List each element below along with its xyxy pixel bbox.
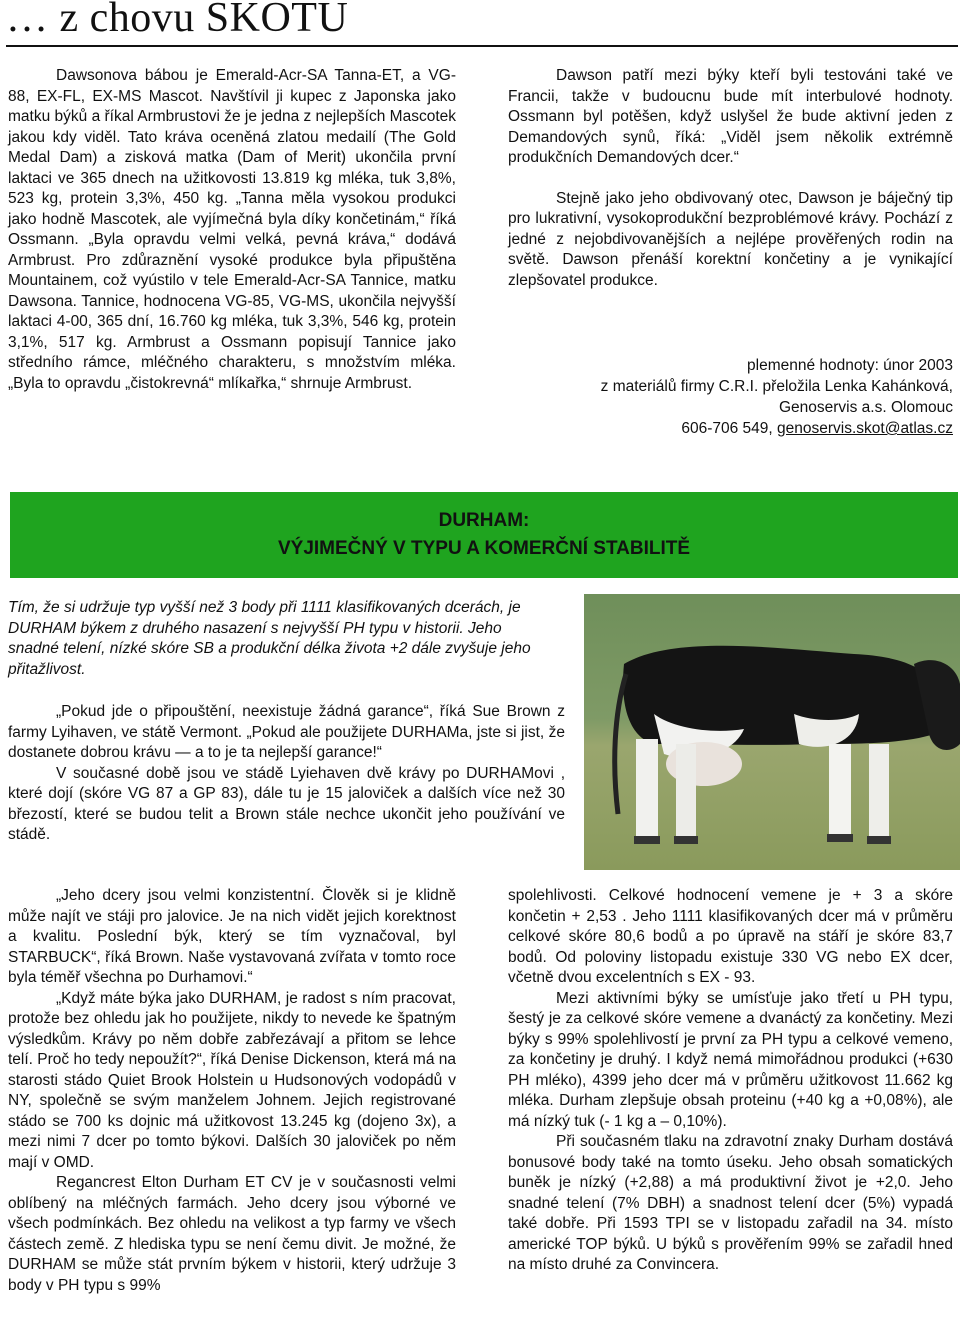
source-translator: z materiálů firmy C.R.I. přeložila Lenka Kahánková,: [600, 378, 953, 395]
durham-mid-column: [8, 702, 565, 846]
title-rule: [6, 45, 958, 47]
paragraph: V současné době jsou ve stádě Lyiehaven dvě krávy po DURHAMovi , které dojí (skóre VG 87 a GP 83), dále tu je 15 jaloviček a dalších více než 30 březostí, které se budou telit a Brown stále nechce ukončit jeho používání ve stádě.: [8, 764, 565, 843]
paragraph: Regancrest Elton Durham ET CV je v současnosti velmi oblíbený na mléčných farmách. Jeho dcery jsou výborné ve všech podmínkách. Bez ohledu na velikost a typ farmy ve všech částech země. Z hlediska typu se není čemu divit. Je možné, že DURHAM se může stát prvním býkem v historii, který udržuje 3 body v PH typu s 99%: [8, 1174, 456, 1294]
banner-title: DURHAM:: [438, 510, 530, 531]
cow-photo: [584, 594, 960, 870]
paragraph: Mezi aktivními býky se umísťuje jako třetí u PH typu, šestý je za celkové skóre vemene a dvanáctý za končetiny. Mezi býky s 99% spolehlivostí je první za PH typu a celkové vemeno, za končetiny je druhý. I když nemá mimořádnou produkci (+630 PH mléko), 4399 jeho dcer má v průměru užitkovost 11.662 kg mléka. Durham zlepšuje obsah proteinu (+40 kg a +0,08%), ale má nízký tuk (- 1 kg a – 0,10%).: [508, 989, 953, 1130]
lead-paragraph: Tím, že si udržuje typ vyšší než 3 body při 1111 klasifikovaných dcerách, je DURHAM býkem z druhého nasazení s nejvyšší PH typu v historii. Jeho snadné telení, nízké skóre SB a produkční délka života +2 dále zvyšuje jeho přitažlivost.: [8, 599, 531, 678]
source-phone: 606-706 549,: [681, 420, 778, 437]
dawson-right-column: [508, 66, 953, 291]
email-link[interactable]: genoservis.skot@atlas.cz: [777, 420, 953, 437]
paragraph: Při současném tlaku na zdravotní znaky Durham dostává bonusové body také na tomto úseku. Jeho obsah somatických buněk je nízký (+2,88) a má produktivní život je +2,0. Jeho snadné telení (7% DBH) a snadnost telení dcer (5%) vypadá také dobře. Při 1593 TPI se v listopadu zařadil na 34. místo americké TOP býků. U býků s prověřením 99% se zařadil hned na místo druhé za Convincera.: [508, 1133, 953, 1273]
source-note: [508, 355, 953, 439]
source-contact: [508, 418, 953, 439]
paragraph: Dawsonova bábou je Emerald-Acr-SA Tanna-ET, a VG-88, EX-FL, EX-MS Mascot. Navštívil ji kupec z Japonska jako matku býků a říkal Armbrustovi že je jedna z nejlepších Mascotek jakou kdy viděl. Tato kráva oceněná zlatou medailí (The Gold Medal Dam) a zisková matka (Dam of Merit) ukončila první laktaci ve 365 dnech na užitkovosti 13.819 kg mléka, tuk 3,8%, 523 kg, protein 3,3%, 450 kg. „Tanna měla vysokou produkci jako hodně Mascotek, ale vyjímečná byla díky končetinám,“ říká Ossmann. „Byla opravdu velmi velká, pevná kráva,“ dodává Armbrust. Pro zdůraznění vysoké produkce byla připuštěna Mountainem, což vyústilo v tele Emerald-Acr-SA Tannice, matku Dawsona. Tannice, hodnocena VG-85, VG-MS, ukončila nejvyšší laktaci 4-00, 365 dní, 16.760 kg mléka, tuk 3,3%, 546 kg, protein 3,1%, 517 kg. Armbrust a Ossmann popisují Tannice jako středního rámce, mléčného charakteru, s množstvím mléka. „Byla to opravdu „čistokrevná“ mlíkařka,“ shrnuje Armbrust.: [8, 67, 456, 392]
page-title: … z chovu SKOTU: [6, 0, 349, 41]
paragraph: Dawson patří mezi býky kteří byli testováni také ve Francii, takže v budoucnu bude mít interbulové hodnoty. Ossmann byl potěšen, když uslyšel že bude aktivní jeden z Demandových synů, říká: „Viděl jsem několik extrémně produkčních Demandových dcer.“: [508, 67, 953, 166]
paragraph: Stejně jako jeho obdivovaný otec, Dawson je báječný tip pro lukrativní, vysokoprodukční bezproblémové krávy. Pochází z jedné z nejobdivovanějších a nejlépe prověřených rodin na světě. Dawson přenáší korektní končetiny a je vynikající zlepšovatel produkce.: [508, 189, 953, 289]
section-banner: [10, 492, 958, 578]
paragraph: „Pokud jde o připouštění, neexistuje žádná garance“, říká Sue Brown z farmy Lyihaven, ve státě Vermont. „Pokud ale použijete DURHAMa, jste si jist, že dostanete dobrou krávu — a to je ta nejlepší garance!“: [8, 703, 565, 761]
paragraph: „Když máte býka jako DURHAM, je radost s ním pracovat, protože bez ohledu jak ho použijete, nikdy to nevede ke špatným výsledkům. Krávy po něm dobře zabřezávají a přitom se lehce telí. Proč ho tedy nepoužít?“, říká Denise Dickenson, která má na starosti stádo Quiet Brook Holstein u Hudsonových vodopádů v NY, společně se svým manželem Johnem. Jejich registrované stádo se 700 ks dojnic má užitkovost 13.245 kg (dojeno 3x), a mezi nimi 7 dcer po tomto býkovi. Dalších 30 jaloviček po něm mají v OMD.: [8, 989, 457, 1171]
paragraph: „Jeho dcery jsou velmi konzistentní. Člověk si je klidně může najít ve stáji pro jalovice. Je na nich vidět jejich korektnost a kvalitu. Poslední býk, který se tím vyznačoval, byl STARBUCK“, říká Brown. Naše vystavovaná zvířata v tomto roce byla téměř všechna po Durhamovi.“: [8, 887, 456, 986]
source-company: Genoservis a.s. Olomouc: [778, 399, 953, 416]
banner-subtitle: VÝJIMEČNÝ V TYPU A KOMERČNÍ STABILITĚ: [277, 538, 691, 559]
source-date: plemenné hodnoty: únor 2003: [747, 357, 953, 374]
paragraph: spolehlivosti. Celkové hodnocení vemene je + 3 a skóre končetin + 2,53 . Jeho 1111 klasifikovaných dcer má v průměru celkové skóre 80,6 bodů a po úpravě na stáří je skóre 83,7 bodů. Od poloviny listopadu existuje 330 VG nebo EX dcer, včetně dvou excelentních s EX - 93.: [508, 887, 953, 986]
dawson-left-column: [8, 66, 456, 394]
durham-right-column: [508, 886, 953, 1276]
durham-left-column: [8, 886, 456, 1296]
